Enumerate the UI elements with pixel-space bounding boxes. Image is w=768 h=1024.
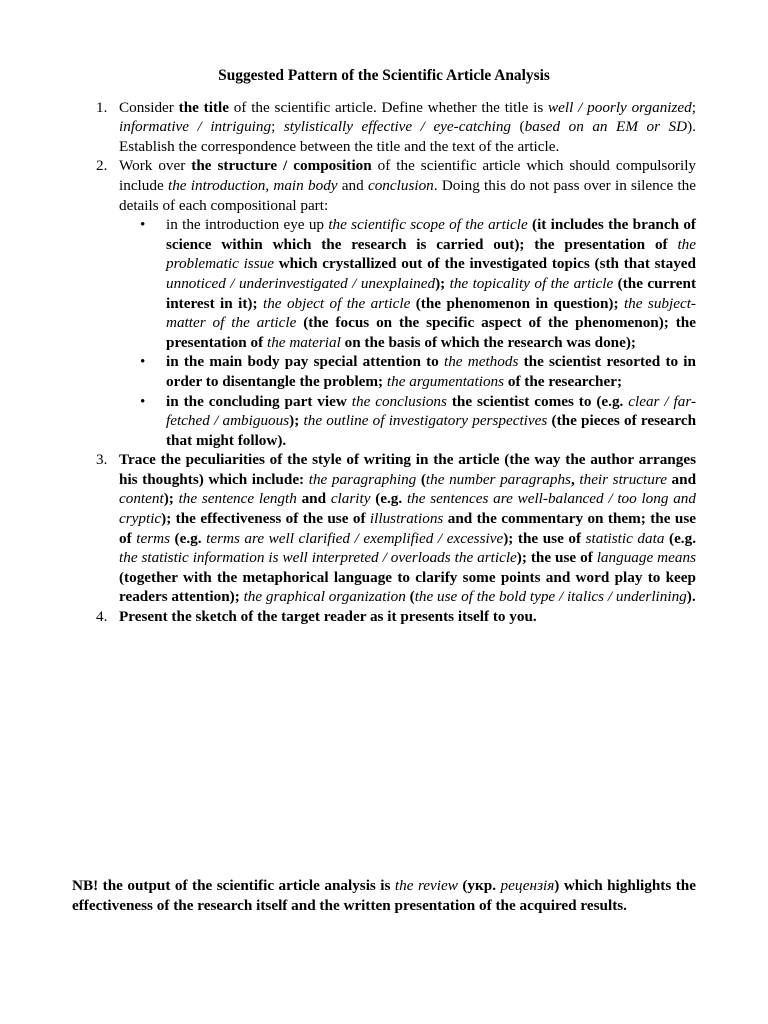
text-run: ); the use of [503, 529, 586, 547]
step-item-style [72, 450, 696, 607]
italic-term: language means [596, 549, 696, 567]
bullet-icon: • [140, 216, 146, 234]
text-run: (together with the metaphorical language to clarify some points and word play to keep readers attention); [119, 568, 696, 606]
text-run: ; [271, 118, 284, 136]
text-run: ; [691, 98, 697, 116]
italic-term: the subject-matter of the article [166, 294, 696, 332]
text-run: ); [163, 490, 179, 508]
text-run: ). Establish the correspondence between the title and the text of the article. [119, 118, 696, 155]
text-run: which crystallized out of the investigated topics (sth that stayed [273, 255, 696, 273]
text-run: (e.g. [370, 490, 407, 508]
text-run: (the focus on the specific aspect of the phenomenon); the presentation of [166, 314, 696, 351]
italic-term: terms [136, 529, 170, 547]
text-run: in the introduction eye up [166, 216, 329, 234]
italic-term: the outline of investigatory perspectives [303, 412, 548, 430]
italic-term: the methods [443, 353, 519, 371]
italic-term: the sentences are well-balanced / too long and cryptic [119, 490, 696, 528]
text-run: (it includes the branch of science within which the research is carried out); the presentation of [166, 216, 696, 253]
italic-term: well / poorly organized [548, 98, 692, 116]
step-item-target-reader [72, 607, 696, 627]
bold-term: the structure / composition [191, 157, 372, 175]
italic-term: the number paragraphs [425, 470, 571, 488]
italic-term: main body [273, 176, 338, 194]
step-number: 2. [96, 157, 108, 175]
bold-term: the style of writing [287, 451, 412, 469]
bullet-icon: • [140, 353, 146, 371]
text-run: on the basis of which the research was done); [340, 333, 636, 351]
text-run: ) which highlights the effectiveness of the research itself and the written presentation of the acquired results. [72, 877, 696, 914]
italic-term: the paragraphing [308, 470, 417, 488]
analysis-steps-list [72, 98, 696, 627]
italic-term: the object of the article [262, 294, 411, 312]
step-number: 1. [96, 98, 108, 116]
text-run: of the scientific article which should compulsorily include [119, 157, 697, 194]
italic-term: clear / far-fetched / ambiguous [166, 392, 697, 430]
text-run: . Doing this do not pass over in silence the details of each compositional part: [119, 176, 697, 214]
text-run: ); [435, 274, 450, 292]
italic-term: the scientific scope of the article [328, 216, 528, 234]
text-run: ); [289, 412, 304, 430]
bold-term: the target reader [257, 608, 367, 626]
nb-note [72, 876, 696, 915]
text-run: the output of the scientific article analysis is [98, 877, 395, 894]
text-run: Work over [119, 157, 192, 175]
text-run: (e.g. [169, 529, 207, 547]
text-run: ( [405, 588, 415, 606]
italic-term: the review [394, 877, 458, 894]
text-run: (the pieces of research that might follow). [166, 412, 697, 449]
italic-term: based on an EM or SD [524, 118, 688, 136]
text-run: and [296, 490, 331, 508]
structure-bullet-list [119, 215, 696, 450]
italic-term: the topicality of the article [449, 274, 614, 292]
text-run: and [337, 176, 368, 194]
italic-term: their structure [579, 470, 667, 488]
italic-term: informative / intriguing [119, 118, 272, 136]
bullet-item-introduction [119, 215, 696, 352]
text-run: ( [511, 118, 525, 136]
italic-term: the material [266, 333, 341, 351]
text-run: Trace the peculiarities of [119, 451, 288, 469]
text-run: ( [416, 470, 426, 488]
italic-term: illustrations [369, 510, 444, 528]
italic-term: the conclusions [351, 392, 447, 410]
bold-term: the title [178, 98, 229, 116]
italic-term: content [119, 490, 164, 508]
italic-term: the statistic information is well interpreted / overloads the article [119, 549, 517, 567]
nb-label: NB! [72, 877, 99, 894]
step-text [119, 99, 696, 155]
text-run: ); the use of [516, 549, 597, 567]
text-run: Consider [119, 98, 179, 116]
text-run: the scientist comes to (e.g. [446, 392, 629, 410]
text-run: of the scientific article. Define whether the title is [228, 98, 549, 116]
italic-term: the introduction [167, 176, 266, 194]
text-run: (the phenomenon in question); [410, 294, 624, 312]
italic-term: the problematic issue [166, 235, 696, 273]
italic-term: statistic data [585, 529, 665, 547]
italic-term: stylistically effective / eye-catching [283, 118, 512, 136]
text-run: (укр. [457, 877, 501, 894]
italic-term: conclusion [367, 176, 434, 194]
text-run: in the concluding part view [166, 392, 352, 410]
text-run: the scientist resorted to in order to disentangle the problem; [166, 353, 696, 390]
step-item-structure [72, 156, 696, 450]
text-run: in the article (the way the author arranges his thoughts) which include: [119, 451, 696, 488]
step-number: 4. [96, 608, 108, 626]
italic-term: unnoticed / underinvestigated / unexplained [166, 274, 436, 292]
step-number: 3. [96, 451, 108, 469]
bullet-item-main-body [119, 352, 696, 391]
text-run: , [570, 470, 580, 488]
text-run: ). [686, 588, 696, 606]
text-run: and the commentary on them; the use of [119, 510, 696, 547]
text-run: in the main body pay special attention to [166, 353, 444, 371]
step-item-title [72, 98, 696, 157]
document-title: Suggested Pattern of the Scientific Article Analysis [218, 67, 550, 84]
italic-term: clarity [330, 490, 371, 508]
step-text [119, 157, 696, 213]
italic-term: the use of the bold type / italics / underlining [414, 588, 687, 606]
text-run: of the researcher; [504, 372, 622, 390]
italic-term: the argumentations [386, 372, 505, 390]
text-run: and [666, 470, 697, 488]
italic-term: the sentence length [178, 490, 297, 508]
text-run: ); the effectiveness of the use of [161, 510, 370, 528]
text-run: Present the sketch of [119, 608, 258, 626]
text-run: (the current interest in it); [166, 274, 696, 312]
italic-term: рецензія [500, 877, 555, 894]
bullet-item-conclusion [119, 392, 696, 451]
italic-term: terms are well clarified / exemplified / excessive [206, 529, 504, 547]
italic-term: the graphical organization [243, 588, 406, 606]
bullet-icon: • [140, 392, 146, 410]
text-run: (e.g. [664, 529, 696, 547]
text-run: as it presents itself to you. [366, 608, 537, 626]
text-run: , [265, 176, 274, 194]
